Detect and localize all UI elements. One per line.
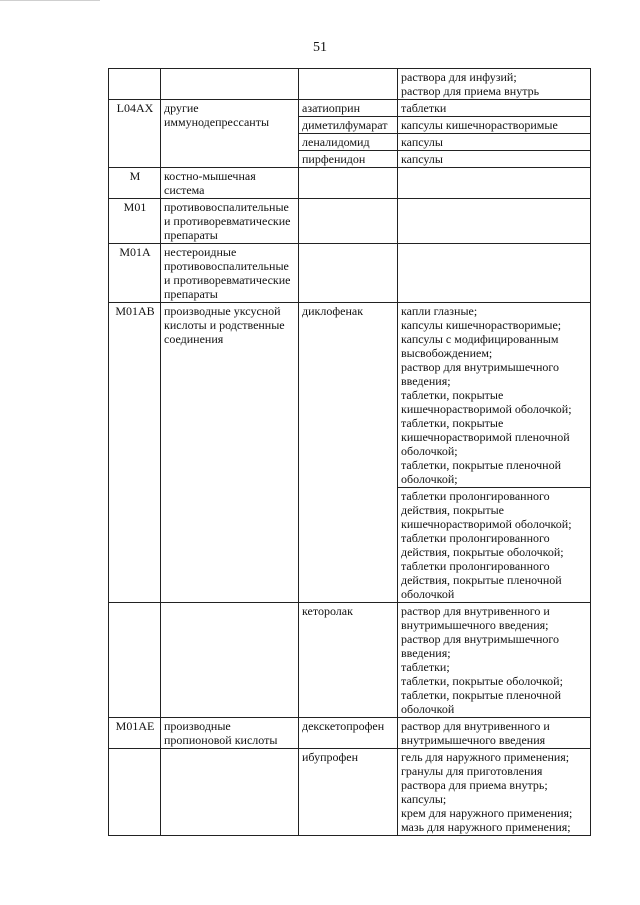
dosage-forms-cell xyxy=(398,718,591,749)
dosage-form: капсулы кишечнорастворимые xyxy=(401,118,558,132)
dosage-form: раствор для внутривенного и внутримышечного введения xyxy=(401,719,550,747)
dosage-form: капсулы кишечнорастворимые; xyxy=(401,318,562,332)
dosage-form: мазь для наружного применения; xyxy=(401,820,571,834)
dosage-form: раствора для инфузий; xyxy=(401,70,517,84)
dosage-forms-cell xyxy=(398,488,591,603)
drug-cell: диметилфумарат xyxy=(299,117,398,134)
dosage-form: таблетки пролонгированного действия, покрытые оболочкой; xyxy=(401,531,564,559)
drug-cell: декскетопрофен xyxy=(299,718,398,749)
dosage-form: таблетки пролонгированного действия, покрытые пленочной оболочкой xyxy=(401,559,562,601)
dosage-form: капсулы xyxy=(401,152,443,166)
drug-cell xyxy=(299,199,398,244)
dosage-form: таблетки, покрытые пленочной оболочкой; xyxy=(401,458,562,486)
table-row xyxy=(109,603,591,718)
scan-corner-mark xyxy=(0,0,100,3)
atc-code-cell: M xyxy=(109,168,161,199)
group-cell: костно-мышечная система xyxy=(161,168,299,199)
dosage-forms-cell xyxy=(398,603,591,718)
drug-cell: диклофенак xyxy=(299,303,398,603)
group-cell: производные пропионовой кислоты xyxy=(161,718,299,749)
table-row xyxy=(109,69,591,100)
atc-code-cell xyxy=(109,603,161,718)
table-row xyxy=(109,244,591,303)
group-cell xyxy=(161,69,299,100)
atc-code-cell: M01 xyxy=(109,199,161,244)
drug-cell xyxy=(299,168,398,199)
dosage-forms-cell xyxy=(398,69,591,100)
dosage-forms-cell xyxy=(398,134,591,151)
dosage-form: гель для наружного применения; xyxy=(401,750,570,764)
atc-code-cell: M01A xyxy=(109,244,161,303)
drug-cell: пирфенидон xyxy=(299,151,398,168)
dosage-form: капсулы xyxy=(401,135,443,149)
drug-cell: леналидомид xyxy=(299,134,398,151)
dosage-form: раствор для приема внутрь xyxy=(401,84,540,98)
dosage-forms-cell xyxy=(398,199,591,244)
dosage-form: раствор для внутримышечного введения; xyxy=(401,360,559,388)
dosage-form: таблетки; xyxy=(401,660,450,674)
group-cell xyxy=(161,603,299,718)
dosage-form: таблетки пролонгированного действия, покрытые кишечнорастворимой оболочкой; xyxy=(401,489,572,531)
dosage-form: капли глазные; xyxy=(401,304,478,318)
dosage-form: таблетки, покрытые кишечнорастворимой пленочной оболочкой; xyxy=(401,416,570,458)
dosage-forms-cell xyxy=(398,151,591,168)
table-row xyxy=(109,168,591,199)
dosage-form: раствор для внутримышечного введения; xyxy=(401,632,559,660)
drug-cell: ибупрофен xyxy=(299,749,398,836)
dosage-form: таблетки, покрытые оболочкой; xyxy=(401,674,563,688)
dosage-forms-cell xyxy=(398,168,591,199)
dosage-forms-cell xyxy=(398,303,591,488)
group-cell: противовоспалительные и противоревматические препараты xyxy=(161,199,299,244)
group-cell xyxy=(161,749,299,836)
table-row xyxy=(109,749,591,836)
table-row xyxy=(109,199,591,244)
dosage-form: таблетки, покрытые кишечнорастворимой оболочкой; xyxy=(401,388,572,416)
group-cell: производные уксусной кислоты и родственные соединения xyxy=(161,303,299,603)
table-row xyxy=(109,718,591,749)
atc-code-cell: L04AX xyxy=(109,100,161,168)
dosage-forms-cell xyxy=(398,100,591,117)
table-row xyxy=(109,100,591,117)
dosage-form: таблетки, покрытые пленочной оболочкой xyxy=(401,688,562,716)
dosage-form: капсулы с модифицированным высвобождением; xyxy=(401,332,559,360)
atc-code-cell xyxy=(109,749,161,836)
dosage-forms-cell xyxy=(398,749,591,836)
dosage-form: гранулы для приготовления раствора для приема внутрь; xyxy=(401,764,548,792)
dosage-form: раствор для внутривенного и внутримышечного введения; xyxy=(401,604,550,632)
atc-code-cell: M01AB xyxy=(109,303,161,603)
drug-cell: кеторолак xyxy=(299,603,398,718)
dosage-form: крем для наружного применения; xyxy=(401,806,573,820)
atc-code-cell xyxy=(109,69,161,100)
dosage-form: таблетки xyxy=(401,101,447,115)
group-cell: нестероидные противовоспалительные и противоревматические препараты xyxy=(161,244,299,303)
drug-cell xyxy=(299,244,398,303)
drug-list-table xyxy=(108,68,591,836)
group-cell: другие иммунодепрессанты xyxy=(161,100,299,168)
drug-cell xyxy=(299,69,398,100)
dosage-forms-cell xyxy=(398,117,591,134)
dosage-form: капсулы; xyxy=(401,792,447,806)
table-row xyxy=(109,303,591,488)
drug-cell: азатиоприн xyxy=(299,100,398,117)
dosage-forms-cell xyxy=(398,244,591,303)
page-number: 51 xyxy=(313,40,327,55)
atc-code-cell: M01AE xyxy=(109,718,161,749)
